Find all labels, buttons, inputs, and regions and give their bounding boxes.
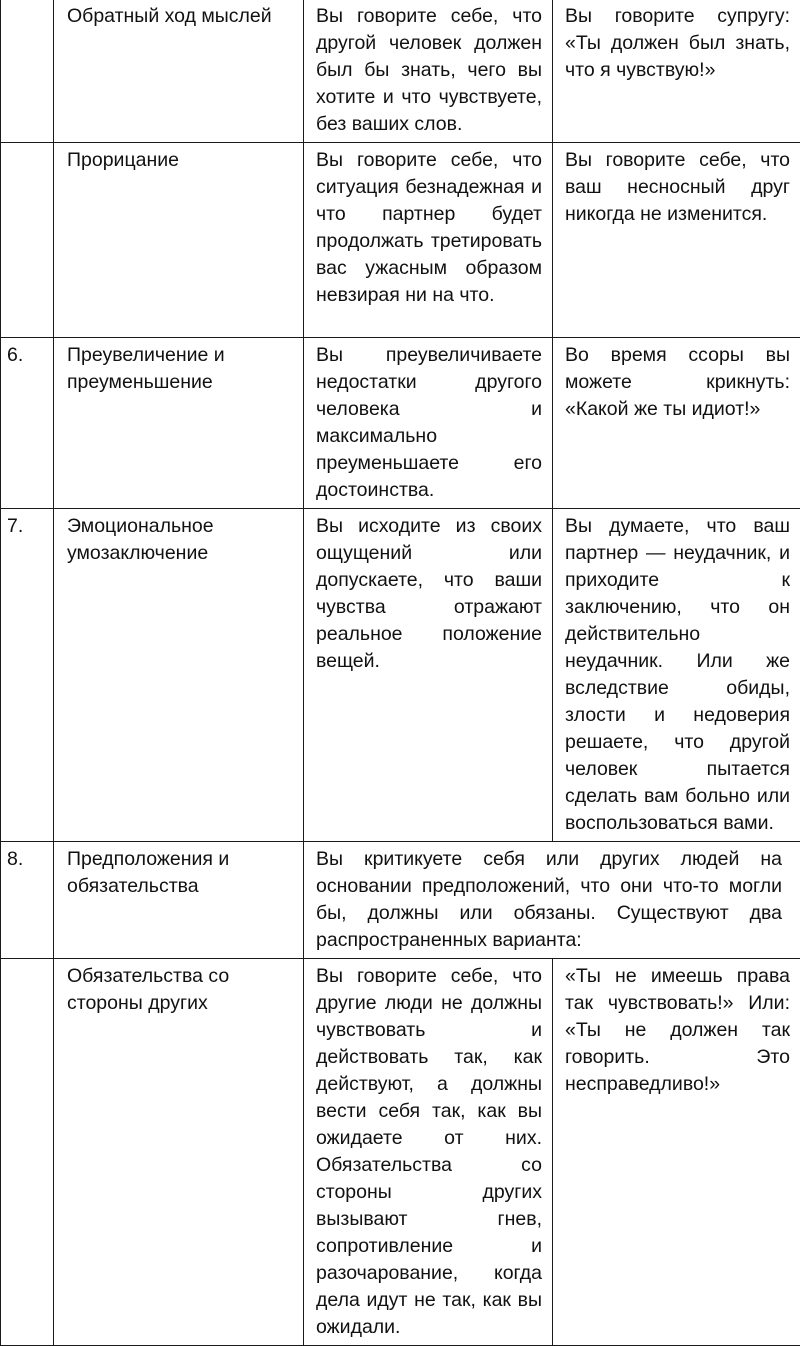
- distortion-description: Вы преувеличиваете недостатки другого человека и максимально преуменьшаете его достоинства.: [304, 338, 553, 509]
- row-number: 6.: [1, 338, 54, 509]
- row-number: 8.: [1, 842, 54, 959]
- row-number: [1, 0, 54, 143]
- distortion-example: Вы говорите себе, что ваш несносный друг никогда не изменится.: [553, 143, 800, 338]
- distortion-name: Прорицание: [54, 143, 304, 338]
- distortion-name: Эмоциональное умозаключение: [54, 509, 304, 842]
- distortion-description: Вы критикуете себя или других людей на основании предположений, что они что-то могли бы, должны или обязаны. Существуют два распространенных варианта:: [304, 842, 800, 959]
- table-row: [1, 842, 800, 959]
- distortion-name: Преувеличение и преуменьшение: [54, 338, 304, 509]
- distortion-example: «Ты не имеешь права так чувствовать!» Или: «Ты не должен так говорить. Это несправедливо!»: [553, 959, 800, 1346]
- distortion-name: Предположения и обязательства: [54, 842, 304, 959]
- row-number: [1, 143, 54, 338]
- distortion-example: Вы думаете, что ваш партнер — неудачник, и приходите к заключению, что он действительно неудачник. Или же вследствие обиды, злости и недоверия решаете, что другой человек пытается сделать вам больно или воспользоваться вами.: [553, 509, 800, 842]
- row-number: 7.: [1, 509, 54, 842]
- distortion-description: Вы говорите себе, что ситуация безнадежная и что партнер будет продолжать третировать вас ужасным образом невзирая ни на что.: [304, 143, 553, 338]
- table-row: [1, 509, 800, 842]
- distortion-name: Обязательства со стороны других: [54, 959, 304, 1346]
- distortion-description: Вы говорите себе, что другие люди не должны чувствовать и действовать так, как действуют, а должны вести себя так, как вы ожидаете от них. Обязательства со стороны других вызывают гнев, сопротивление и разочарование, когда дела идут не так, как вы ожидали.: [304, 959, 553, 1346]
- distortion-example: Вы говорите супругу: «Ты должен был знать, что я чувствую!»: [553, 0, 800, 143]
- table-row: [1, 143, 800, 338]
- table-row: [1, 959, 800, 1346]
- row-number: [1, 959, 54, 1346]
- distortion-description: Вы говорите себе, что другой человек должен был бы знать, чего вы хотите и что чувствуете, без ваших слов.: [304, 0, 553, 143]
- table-row: [1, 0, 800, 143]
- table-row: [1, 338, 800, 509]
- distortion-example: Во время ссоры вы можете крикнуть: «Какой же ты идиот!»: [553, 338, 800, 509]
- distortion-name: Обратный ход мыслей: [54, 0, 304, 143]
- distortion-description: Вы исходите из своих ощущений или допускаете, что ваши чувства отражают реальное положение вещей.: [304, 509, 553, 842]
